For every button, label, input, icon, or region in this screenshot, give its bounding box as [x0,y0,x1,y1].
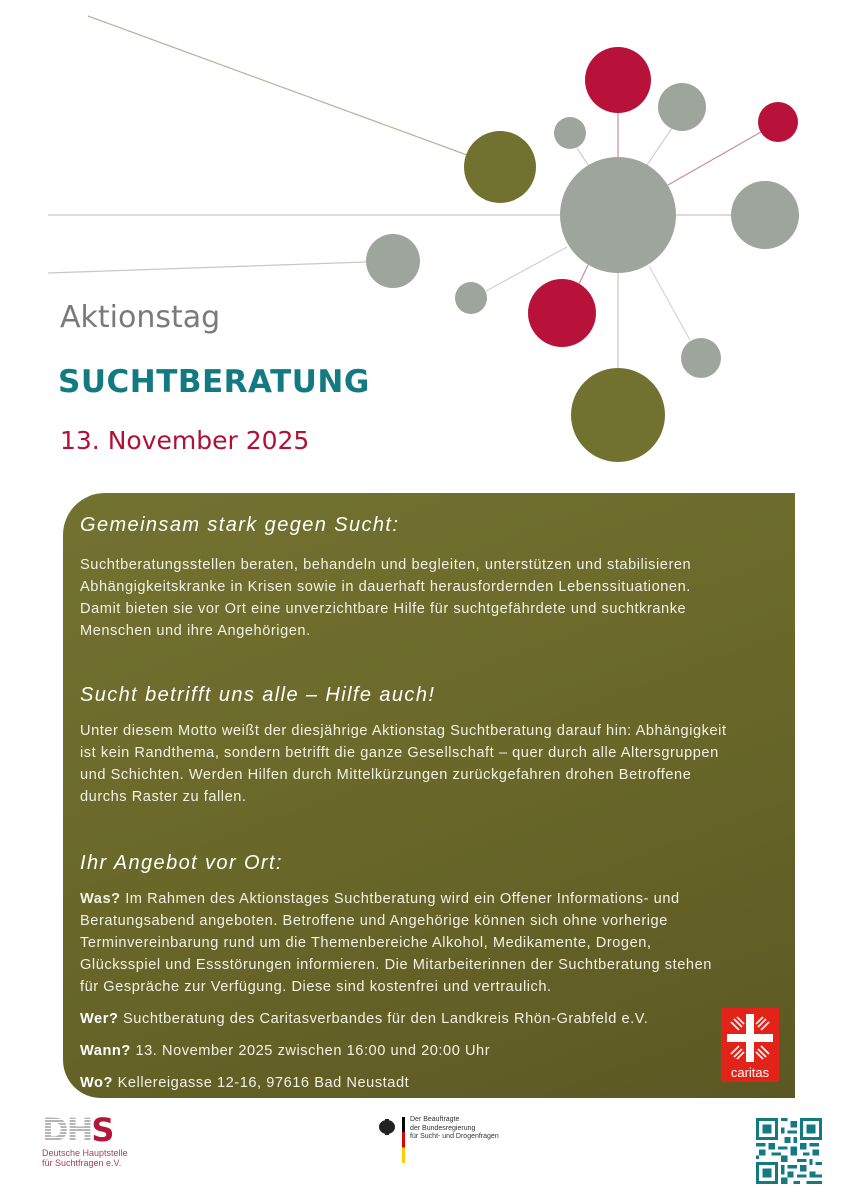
german-flag-bar [402,1117,405,1163]
wo-label: Wo? [80,1075,113,1091]
dhs-name-line1: Deutsche Hauptstelle [42,1148,128,1158]
fed-line2: der Bundesregierung [410,1124,476,1132]
section-body-3 [80,888,780,998]
circle-crimson-small [758,102,798,142]
caritas-wordmark: caritas [730,1065,770,1080]
fed-line3: für Sucht- und Drogenfragen [410,1133,499,1140]
caritas-logo [721,1008,779,1082]
qr-code-icon[interactable] [756,1118,822,1184]
body-line: durchs Raster zu fallen. [80,789,247,805]
body-line: Abhängigkeitskranke in Krisen sowie in dauerhaft herausfordernden Lebenssituationen. [80,579,691,595]
wer-label: Wer? [80,1011,119,1027]
circle-crimson-lower [528,279,596,347]
detail-wer: Wer? Suchtberatung des Caritasverbandes für den Landkreis Rhön-Grabfeld e.V. [80,1011,649,1027]
section-heading-2: Sucht betrifft uns alle – Hilfe auch! [80,684,436,706]
event-label: Aktionstag [60,300,221,335]
circle-crimson-top [585,47,651,113]
was-label: Was? [80,891,121,907]
body-line: und Schichten. Werden Hilfen durch Mittelkürzungen zurückgefahren drohen Betroffene [80,767,692,783]
circle-olive-left [464,131,536,203]
circle-olive-bottom [571,368,665,462]
body-line: Glücksspiel und Essstörungen informieren. Die Mitarbeiterinnen der Suchtberatung stehen [80,957,712,973]
detail-wann: Wann? 13. November 2025 zwischen 16:00 und 20:00 Uhr [80,1043,491,1059]
circle-gray-right [731,181,799,249]
caritas-cross-icon [721,1010,779,1066]
section-body-2 [80,720,780,808]
body-line: Was? Im Rahmen des Aktionstages Suchtberatung wird ein Offener Informations- und [80,891,680,907]
body-line: Terminvereinbarung rund um die Themenbereiche Alkohol, Medikamente, Drogen, [80,935,652,951]
event-date: 13. November 2025 [60,426,310,455]
detail-wo: Wo? Kellereigasse 12-16, 97616 Bad Neustadt [80,1075,410,1091]
circles [366,47,799,462]
body-line: ist kein Randthema, sondern betrifft die ganze Gesellschaft – quer durch alle Altersgruppen [80,745,719,761]
section-heading-1: Gemeinsam stark gegen Sucht: [80,514,400,536]
section-body-1 [80,554,780,642]
circle-gray-lower-right [681,338,721,378]
circle-gray-left [366,234,420,288]
circle-gray-small [554,117,586,149]
dhs-wordmark: DHS [42,1111,113,1149]
section-heading-3: Ihr Angebot vor Ort: [80,852,283,874]
fed-line1: Der Beauftragte [410,1116,460,1123]
wann-label: Wann? [80,1043,131,1059]
body-line: Suchtberatungsstellen beraten, behandeln und begleiten, unterstützen und stabilisieren [80,557,692,573]
dhs-logo [42,1111,128,1168]
circle-gray-center [560,157,676,273]
body-line: Beratungsabend angeboten. Betroffene und Angehörige können sich ohne vorherige [80,913,668,929]
network-graphic [0,0,848,480]
circle-gray-small-lower [455,282,487,314]
body-line: Damit bieten sie vor Ort eine unverzichtbare Hilfe für suchtgefährdete und suchtkranke [80,601,687,617]
federal-eagle-icon [378,1117,396,1137]
body-line: Menschen und ihre Angehörigen. [80,623,311,639]
circle-gray [658,83,706,131]
dhs-name-line2: für Suchtfragen e.V. [42,1158,122,1168]
page-title: SUCHTBERATUNG [58,364,370,400]
body-line: Unter diesem Motto weißt der diesjährige Aktionstag Suchtberatung darauf hin: Abhängigkeit [80,723,727,739]
body-line: für Gespräche zur Verfügung. Diese sind kostenfrei und vertraulich. [80,979,552,995]
